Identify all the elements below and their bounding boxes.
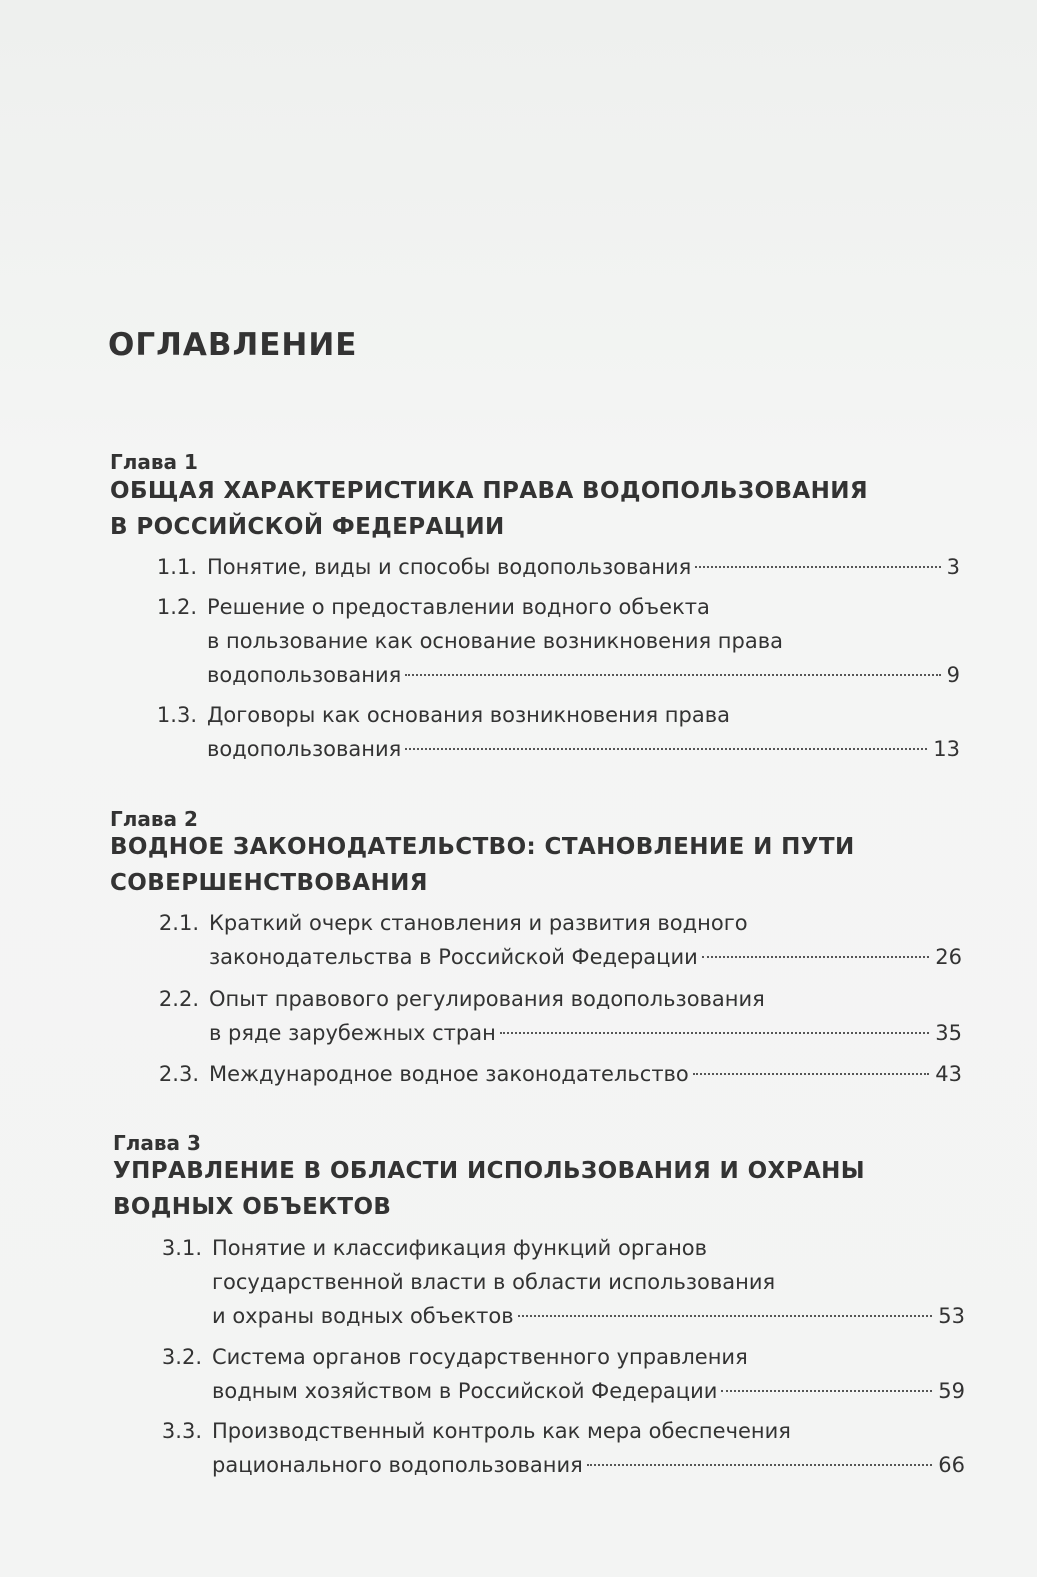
entry-title: водным хозяйством в Российской Федерации xyxy=(212,1379,718,1403)
entry-title: рационального водопользования xyxy=(212,1453,583,1477)
page-number: 43 xyxy=(935,1062,962,1086)
chapter-number: Глава 1 xyxy=(110,450,198,474)
entry-number: 2.2. xyxy=(158,987,199,1011)
chapter-number: Глава 2 xyxy=(110,807,198,831)
entry-title-line: Краткий очерк становления и развития водного xyxy=(209,911,748,935)
entry-number: 2.1. xyxy=(158,911,199,935)
dot-leader xyxy=(518,1315,933,1317)
toc-title: ОГЛАВЛЕНИЕ xyxy=(108,327,358,363)
chapter-title xyxy=(110,473,910,545)
entry-title: в ряде зарубежных стран xyxy=(209,1021,496,1045)
chapter-title-line: ОБЩАЯ ХАРАКТЕРИСТИКА ПРАВА ВОДОПОЛЬЗОВАНИЯ xyxy=(110,478,869,504)
entry-title: и охраны водных объектов xyxy=(212,1304,514,1328)
entry-number: 2.3. xyxy=(158,1062,199,1086)
entry-title: Понятие, виды и способы водопользования xyxy=(207,555,692,579)
entry-title: водопользования xyxy=(207,737,402,761)
chapter-title-line: СОВЕРШЕНСТВОВАНИЯ xyxy=(110,870,428,896)
chapter-title-line: ВОДНОЕ ЗАКОНОДАТЕЛЬСТВО: СТАНОВЛЕНИЕ И ПУТИ xyxy=(110,834,855,860)
entry-title: законодательства в Российской Федерации xyxy=(209,945,698,969)
dot-leader xyxy=(405,748,927,750)
dot-leader xyxy=(587,1464,933,1466)
entry-title: водопользования xyxy=(207,663,402,687)
page-number: 53 xyxy=(938,1304,965,1328)
chapter-title xyxy=(113,1153,913,1225)
chapter-title xyxy=(110,829,910,901)
entry-title-line: Производственный контроль как мера обеспечения xyxy=(212,1419,791,1443)
entry-title: Международное водное законодательство xyxy=(209,1062,689,1086)
entry-number: 3.3. xyxy=(161,1419,202,1443)
page-number: 3 xyxy=(946,555,960,579)
entry-number: 3.2. xyxy=(161,1345,202,1369)
entry-title-line: Понятие и классификация функций органов xyxy=(212,1236,708,1260)
chapter-number: Глава 3 xyxy=(113,1131,201,1155)
entry-title-line: государственной власти в области использования xyxy=(212,1270,776,1294)
entry-number: 1.3. xyxy=(156,703,197,727)
entry-title-line: Опыт правового регулирования водопользования xyxy=(209,987,765,1011)
entry-title-line: Система органов государственного управления xyxy=(212,1345,748,1369)
page-number: 66 xyxy=(938,1453,965,1477)
chapter-title-line: ВОДНЫХ ОБЪЕКТОВ xyxy=(113,1194,392,1220)
entry-title-line: Решение о предоставлении водного объекта xyxy=(207,595,710,619)
entry-number: 1.2. xyxy=(156,595,197,619)
entry-title-line: Договоры как основания возникновения права xyxy=(207,703,730,727)
dot-leader xyxy=(702,956,930,958)
dot-leader xyxy=(721,1390,932,1392)
entry-number: 3.1. xyxy=(161,1236,202,1260)
entry-title-line: в пользование как основание возникновения права xyxy=(207,629,783,653)
dot-leader xyxy=(693,1073,929,1075)
dot-leader xyxy=(405,674,940,676)
chapter-title-line: В РОССИЙСКОЙ ФЕДЕРАЦИИ xyxy=(110,514,505,540)
dot-leader xyxy=(500,1032,929,1034)
page-number: 13 xyxy=(933,737,960,761)
page-number: 35 xyxy=(935,1021,962,1045)
entry-number: 1.1. xyxy=(156,555,197,579)
page-number: 26 xyxy=(935,945,962,969)
page-number: 9 xyxy=(946,663,960,687)
page-number: 59 xyxy=(938,1379,965,1403)
chapter-title-line: УПРАВЛЕНИЕ В ОБЛАСТИ ИСПОЛЬЗОВАНИЯ И ОХРАНЫ xyxy=(113,1158,866,1184)
dot-leader xyxy=(695,566,940,568)
